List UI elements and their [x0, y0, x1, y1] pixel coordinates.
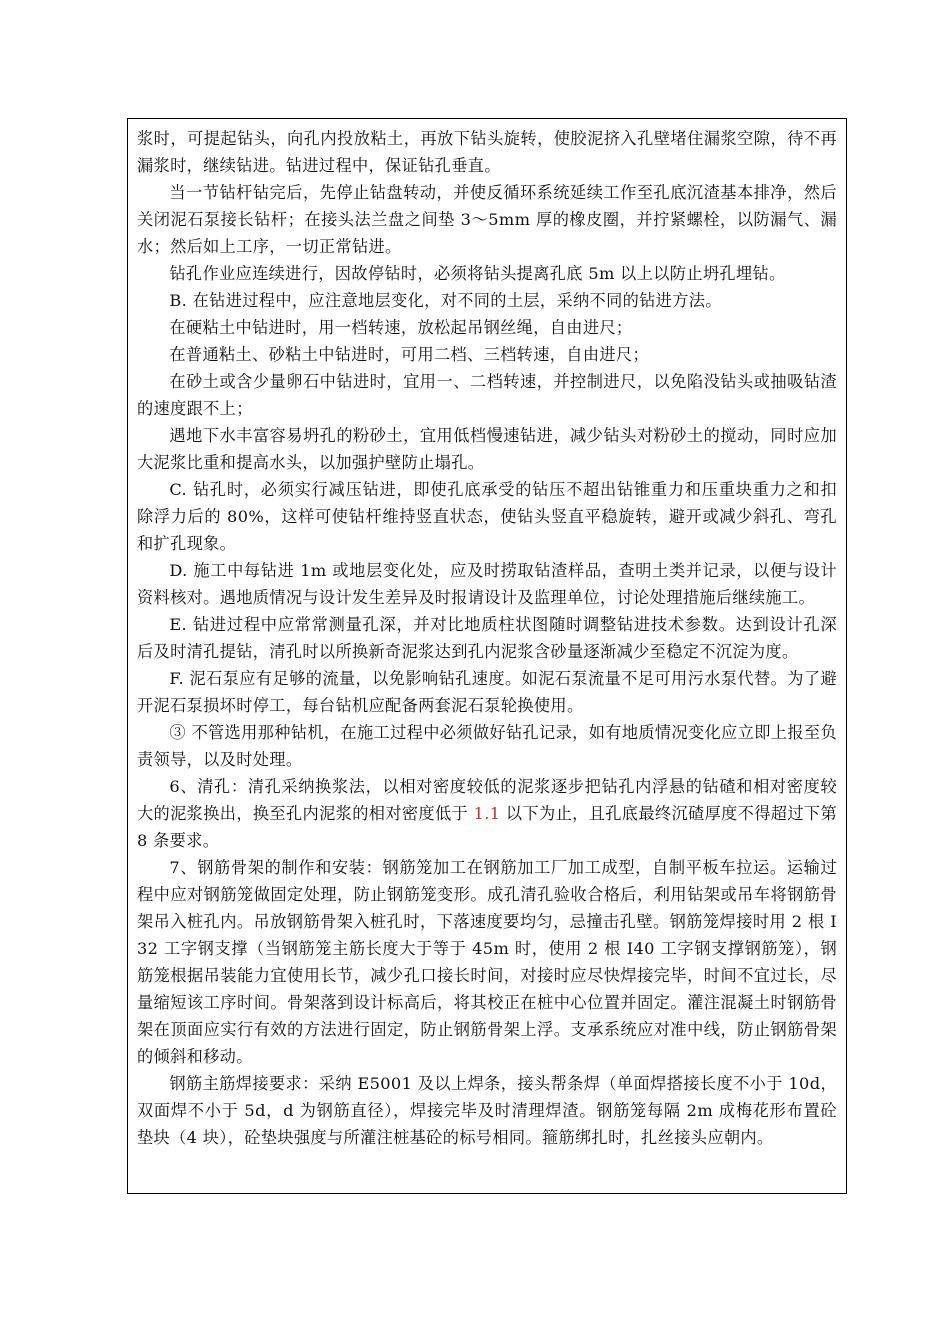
paragraph-14-before: 6、清孔：清孔采纳换浆法，以相对密度较低的泥浆逐步把钻孔内浮悬的钻碴和相对密度较大的泥浆换出，换至孔内泥浆的相对密度低于: [137, 777, 837, 823]
paragraph-9: C. 钻孔时，必须实行减压钻进，即使孔底承受的钻压不超出钻锥重力和压重块重力之和扣除浮力后的 80%，这样可使钻杆维持竖直状态，使钻头竖直平稳旋转，避开或减少斜孔、弯孔和扩孔现象。: [137, 480, 837, 553]
paragraph-4: B. 在钻进过程中，应注意地层变化，对不同的土层，采纳不同的钻进方法。: [169, 291, 722, 310]
paragraph-11: E. 钻进过程中应常常测量孔深，并对比地质柱状图随时调整钻进技术参数。达到设计孔深后及时清孔提钻，清孔时以所换新奇泥浆达到孔内泥浆含砂量逐渐减少至稳定不沉淀为度。: [137, 615, 837, 661]
paragraph-15: 7、钢筋骨架的制作和安装：钢筋笼加工在钢筋加工厂加工成型，自制平板车拉运。运输过程中应对钢筋笼做固定处理，防止钢筋笼变形。成孔清孔验收合格后，利用钻架或吊车将钢筋骨架吊入桩孔内。吊放钢筋骨架入桩孔时，下落速度要均匀，忌撞击孔壁。钢筋笼焊接时用 2 根 I32 工字钢支撑（当钢筋笼主筋长度大于等于 45m 时，使用 2 根 I40 工字钢支撑钢筋笼），钢筋笼根据吊装能力宜使用长节，减少孔口接长时间，对接时应尽快焊接完毕，时间不宜过长，尽量缩短该工序时间。骨架落到设计标高后，将其校正在桩中心位置并固定。灌注混凝土时钢筋骨架在顶面应实行有效的方法进行固定，防止钢筋骨架上浮。支承系统应对准中线，防止钢筋骨架的倾斜和移动。: [137, 858, 837, 1066]
paragraph-13: ③ 不管选用那种钻机，在施工过程中必须做好钻孔记录，如有地质情况变化应立即上报至负责领导，以及时处理。: [137, 723, 837, 769]
paragraph-2: 当一节钻杆钻完后，先停止钻盘转动，并使反循环系统延续工作至孔底沉渣基本排净，然后关闭泥石泵接长钻杆；在接头法兰盘之间垫 3～5mm 厚的橡皮圈，并拧紧螺栓，以防漏气、漏水；然后如上工序，一切正常钻进。: [137, 183, 837, 256]
paragraph-14-after: 以下为止，且孔底最终沉碴厚度不得超过下第 8 条要求。: [137, 804, 837, 850]
paragraph-3: 钻孔作业应连续进行，因故停钻时，必须将钻头提离孔底 5m 以上以防止坍孔埋钻。: [169, 264, 786, 283]
paragraph-14: [137, 773, 837, 854]
paragraph-8: 遇地下水丰富容易坍孔的粉砂土，宜用低档慢速钻进，减少钻头对粉砂土的搅动，同时应加大泥浆比重和提高水头，以加强护壁防止塌孔。: [137, 426, 837, 472]
paragraph-10: D. 施工中每钻进 1m 或地层变化处，应及时捞取钻渣样品，查明土类并记录，以便与设计资料核对。遇地质情况与设计发生差异及时报请设计及监理单位，讨论处理措施后继续施工。: [137, 561, 837, 607]
paragraph-12: F. 泥石泵应有足够的流量，以免影响钻孔速度。如泥石泵流量不足可用污水泵代替。为了避开泥石泵损坏时停工，每台钻机应配备两套泥石泵轮换使用。: [137, 669, 837, 715]
document-frame: [127, 118, 847, 1194]
density-value-highlight: 1.1: [473, 804, 501, 823]
paragraph-7: 在砂土或含少量卵石中钻进时，宜用一、二档转速，并控制进尺，以免陷没钻头或抽吸钻渣的速度跟不上；: [137, 372, 837, 418]
paragraph-5: 在硬粘土中钻进时，用一档转速，放松起吊钢丝绳，自由进尺；: [169, 318, 633, 337]
paragraph-6: 在普通粘土、砂粘土中钻进时，可用二档、三档转速，自由进尺；: [169, 345, 649, 364]
paragraph-16: 钢筋主筋焊接要求：采纳 E5001 及以上焊条，接头帮条焊（单面焊搭接长度不小于 10d，双面焊不小于 5d，d 为钢筋直径），焊接完毕及时清理焊渣。钢筋笼每隔 2m 成梅花形布置砼垫块（4 块），砼垫块强度与所灌注桩基砼的标号相同。箍筋绑扎时，扎丝接头应朝内。: [137, 1074, 837, 1147]
paragraph-1: 浆时，可提起钻头，向孔内投放粘土，再放下钻头旋转，使胶泥挤入孔壁堵住漏浆空隙，待不再漏浆时，继续钻进。钻进过程中，保证钻孔垂直。: [137, 129, 837, 175]
